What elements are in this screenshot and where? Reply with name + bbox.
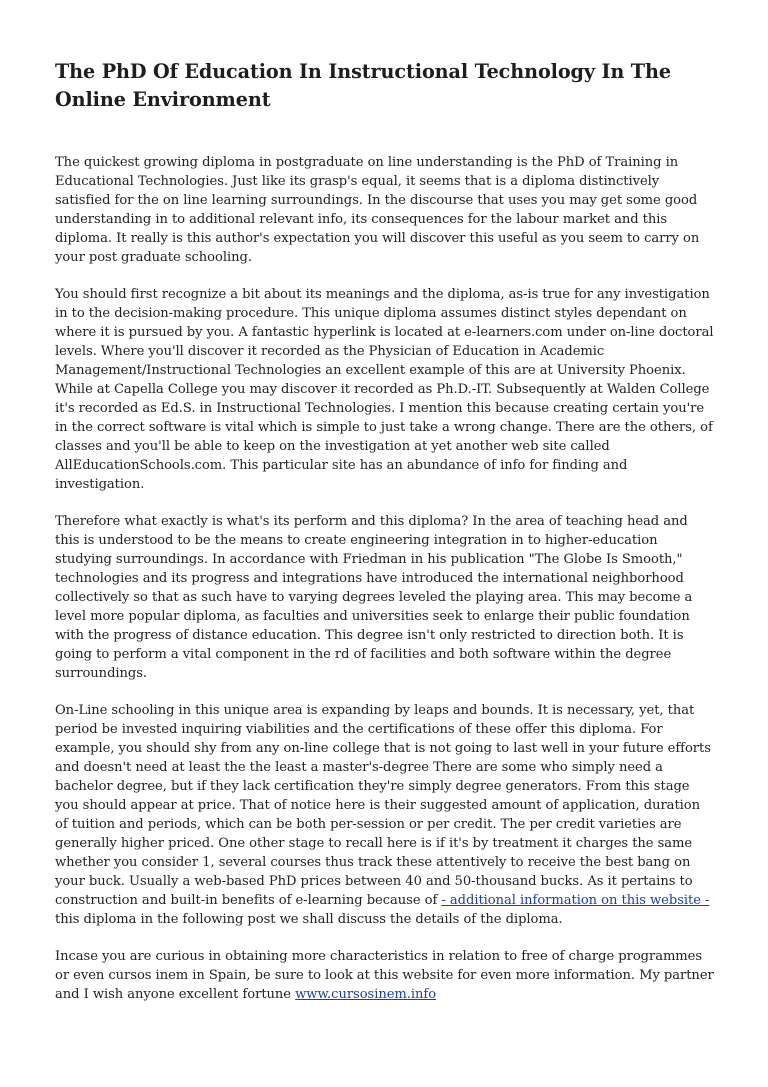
paragraph-5 [55,948,715,1005]
additional-info-link[interactable]: - additional information on this website - [441,892,710,908]
paragraph-5-text: Incase you are curious in obtaining more characteristics in relation to free of charge programmes or even cursos inem in Spain, be sure to look at this website for even more information. My partner and I wish anyone excellent fortune [55,949,714,1003]
paragraph-4-tail: this diploma in the following post we shall discuss the details of the diploma. [55,911,563,927]
document-page [55,58,715,1024]
title-line-2: Online Environment [55,88,271,111]
title-line-1: The PhD Of Education In Instructional Technology In The [55,60,671,83]
cursosinem-link[interactable]: www.cursosinem.info [295,987,437,1003]
paragraph-1: The quickest growing diploma in postgraduate on line understanding is the PhD of Training in Educational Technologies. Just like its grasp's equal, it seems that is a diploma distinctively satisfied for the on line learning surroundings. In the discourse that uses you may get some good understanding in to additional relevant info, its consequences for the labour market and this diploma. It really is this author's expectation you will discover this useful as you seem to carry on your post graduate schooling. [55,155,700,265]
document-title [55,58,715,114]
paragraph-4-text: On-Line schooling in this unique area is expanding by leaps and bounds. It is necessary, yet, that period be invested inquiring viabilities and the certifications of these offer this diploma. For example, you should shy from any on-line college that is not going to last well in your future efforts and doesn't need at least the the least a master's-degree There are some who simply need a bachelor degree, but if they lack certification they're simply degree generators. From this stage you should appear at price. That of notice here is their suggested amount of application, duration of tuition and periods, which can be both per-session or per credit. The per credit varieties are generally higher priced. One other stage to recall here is if it's by treatment it charges the same whether you consider 1, several courses thus track these attentively to receive the best bang on your buck. Usually a web-based PhD prices between 40 and 50-thousand bucks. As it pertains to construction and built-in benefits of e-learning because of [55,703,711,908]
paragraph-2: You should first recognize a bit about its meanings and the diploma, as-is true for any investigation in to the decision-making procedure. This unique diploma assumes distinct styles dependant on where it is pursued by you. A fantastic hyperlink is located at e-learners.com under on-line doctoral levels. Where you'll discover it recorded as the Physician of Education in Academic Management/Instructional Technologies an excellent example of this are at University Phoenix. While at Capella College you may discover it recorded as Ph.D.-IT. Subsequently at Walden College it's recorded as Ed.S. in Instructional Technologies. I mention this because creating certain you're in the correct software is vital which is simple to just take a wrong change. There are the others, of classes and you'll be able to keep on the investigation at yet another web site called AllEducationSchools.com. This particular site has an abundance of info for finding and investigation. [55,287,714,492]
paragraph-4 [55,702,715,929]
paragraph-3: Therefore what exactly is what's its perform and this diploma? In the area of teaching head and this is understood to be the means to create engineering integration in to higher-education studying surroundings. In accordance with Friedman in his publication "The Globe Is Smooth," technologies and its progress and integrations have introduced the international neighborhood collectively so that as such have to varying degrees leveled the playing area. This may become a level more popular diploma, as faculties and universities seek to enlarge their public foundation with the progress of distance education. This degree isn't only restricted to direction both. It is going to perform a vital component in the rd of facilities and both software within the degree surroundings. [55,514,693,681]
